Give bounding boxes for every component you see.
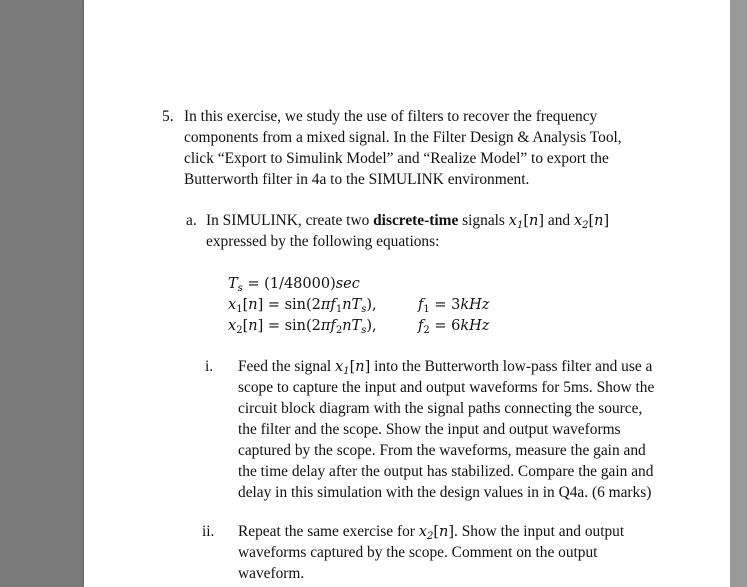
part-i-line-1: Feed the signal $x_1[n]$ into the Butterworth low-pass filter and use a (238, 358, 653, 377)
bold-term: discrete-time (373, 212, 459, 229)
equation-f1: $f_1 = 3kHz$ (418, 297, 490, 315)
part-i-line-7: delay in this simulation with the design values in in Q4a. (6 marks) (238, 484, 652, 501)
part-a-label: a. (186, 212, 197, 229)
q5-line-3: click “Export to Simulink Model” and “Realize Model” to export the (184, 150, 609, 167)
part-i-line-3: circuit block diagram with the signal paths connecting the source, (238, 400, 643, 417)
question-number: 5. (162, 108, 174, 125)
part-ii-line-2: waveforms captured by the scope. Comment on the output (238, 544, 598, 561)
q5-line-4: Butterworth filter in 4a to the SIMULINK environment. (184, 171, 530, 188)
part-ii-line-3: waveform. (238, 565, 305, 582)
q5-line-1: In this exercise, we study the use of filters to recover the frequency (184, 108, 598, 125)
equation-x2: $x_2[n] = \sin(2\pi f_2nT_s)$, (228, 318, 377, 336)
equation-x1: $x_1[n] = \sin(2\pi f_1nT_s)$, (228, 297, 377, 315)
q5-line-2: components from a mixed signal. In the Filter Design & Analysis Tool, (184, 129, 622, 146)
part-i-line-2: scope to capture the input and output waveforms for 5ms. Show the (238, 379, 655, 396)
equation-f2: $f_2 = 6kHz$ (418, 318, 490, 336)
part-i-line-5: captured by the scope. From the waveforms, measure the gain and (238, 442, 646, 459)
part-i-line-4: the filter and the scope. Show the input and output waveforms (238, 421, 621, 438)
part-ii-line-1: Repeat the same exercise for $x_2[n]$. Show the input and output (238, 523, 625, 542)
part-i-line-6: the time delay after the output has stabilized. Compare the gain and (238, 463, 654, 480)
viewer-edge (730, 0, 747, 587)
part-ii-label: ii. (202, 523, 215, 540)
part-i-label: i. (205, 358, 214, 375)
equation-ts: $T_s = (1/48000)\sec$ (228, 276, 360, 294)
part-a-line-2: expressed by the following equations: (206, 233, 440, 250)
part-a-line-1: In SIMULINK, create two discrete-time signals $x_1[n]$ and $x_2[n]$ (206, 212, 610, 231)
